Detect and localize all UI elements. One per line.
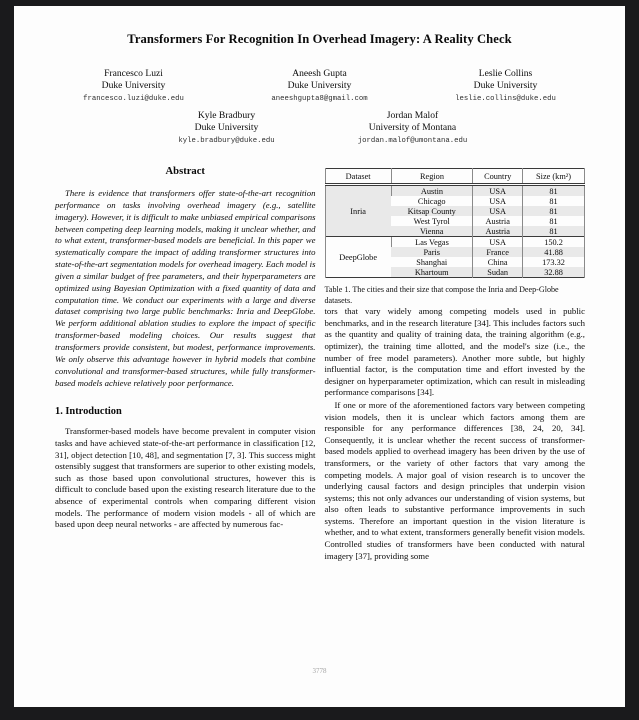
region-cell: Paris <box>423 247 441 257</box>
right-column <box>325 166 586 562</box>
author-affiliation: Duke University <box>473 80 538 91</box>
country-cell: USA <box>473 196 523 206</box>
col-header-size: Size (km²) <box>523 169 585 185</box>
region-cell: Chicago <box>417 196 446 206</box>
region-cell: Vienna <box>420 226 444 236</box>
author-name: Leslie Collins <box>478 68 533 79</box>
introduction-heading: 1. Introduction <box>55 406 122 418</box>
size-cell: 173.32 <box>523 257 585 267</box>
dataset-name-cell: DeepGlobe <box>325 237 391 278</box>
author-affiliation: University of Montana <box>368 122 457 133</box>
left-column <box>55 166 316 562</box>
right-paragraph-2: If one or more of the aforementioned factors vary between competing vision models, then it is unclear which factors among them are responsible for any performance differences [38, 24, 20, 34]. Consequently, it is unclear whether the recent success of transformer-based models applied to overhead imagery has been driven by the use of transformers, or the variety of other factors that vary among the competing models. A major goal of vision research is to uncover the underlying causal factors and design principles that underpin vision systems; this not only advances our understanding of vision systems, but also often leads to substantive performance improvements in such systems. Therefore an important question in the vision literature is whether, and to what extent, transformers generally benefit vision models. Controlled studies of transformers have been conducted with natural imagery [37], providing some <box>324 399 585 561</box>
dataset-name-cell: Inria <box>325 185 391 237</box>
region-cell: Las Vegas <box>391 237 473 248</box>
author-email: aneeshgupta8@gmail.com <box>271 95 368 103</box>
country-cell: China <box>473 257 523 267</box>
size-cell: 81 <box>523 196 585 206</box>
two-column-content <box>55 166 585 562</box>
col-header-dataset: Dataset <box>325 169 391 185</box>
author-email: kyle.bradbury@duke.edu <box>178 137 275 145</box>
author-name: Aneesh Gupta <box>292 68 347 79</box>
abstract-heading: Abstract <box>165 166 205 177</box>
author-block <box>41 68 227 103</box>
size-cell: 81 <box>523 216 585 226</box>
col-header-region: Region <box>391 169 473 185</box>
authors-row-2 <box>14 110 625 145</box>
author-affiliation: Duke University <box>287 80 352 91</box>
paper-page <box>14 6 625 707</box>
author-block <box>320 110 506 145</box>
author-block <box>227 68 413 103</box>
region-cell: Khartoum <box>414 267 449 277</box>
country-cell: Austria <box>473 226 523 237</box>
table-row <box>325 185 585 197</box>
country-cell: Austria <box>473 216 523 226</box>
table-caption: Table 1. The cities and their size that compose the Inria and Deep-Globe datasets. <box>324 285 559 305</box>
size-cell: 81 <box>523 226 585 237</box>
region-cell: Austin <box>391 185 473 197</box>
author-affiliation: Duke University <box>101 80 166 91</box>
author-block <box>413 68 599 103</box>
size-cell: 81 <box>523 185 585 197</box>
region-cell: Shanghai <box>416 257 448 267</box>
author-name: Francesco Luzi <box>104 68 163 79</box>
country-cell: France <box>473 247 523 257</box>
authors-row-1 <box>14 68 625 103</box>
datasets-table-body <box>325 185 585 278</box>
datasets-table <box>325 168 586 278</box>
paper-title: Transformers For Recognition In Overhead Imagery: A Reality Check <box>127 32 512 46</box>
introduction-paragraph: Transformer-based models have become prevalent in computer vision tasks and have achieved state-of-the-art performance in classification [12, 31], object detection [10, 48], and segmentation [7, 3]. This success might ostensibly suggest that transformers are superior to other existing models, such as those based upon convolutional structures, however this is difficult to conclude based upon the existing research literature due to the absence of experimental controls when comparing different vision models. The performance of modern vision models - all of which are based upon deep neural networks - are affected by numerous fac- <box>55 426 316 530</box>
author-name: Kyle Bradbury <box>197 110 256 121</box>
abstract-text: There is evidence that transformers offer state-of-the-art recognition performance on tasks involving overhead imagery (e.g., satellite imagery). However, it is difficult to make unbiased empirical comparisons between competing deep learning models, making it unclear whether, and to what extent, transformer-based models are beneficial. In this paper we systematically compare the impact of adding transformer structures into state-of-the-art segmentation models for overhead imagery. Each model is given a similar budget of free parameters, and their hyperparameters are optimized using Bayesian Optimization with a fixed quantity of data and computation time. We conduct our experiments with a large and diverse dataset comprising two large public benchmarks: Inria and DeepGlobe. We perform additional ablation studies to explore the impact of specific transformer-based modeling choices. Our results suggest that transformers provide consistent, but modest, performance improvements. We only observe this advantage however in hybrid models that combine convolutional and transformer-based structures, while fully transformer-based models achieve relatively poor performance. <box>55 188 316 388</box>
country-cell: USA <box>473 206 523 216</box>
page-number: 3778 <box>312 667 327 675</box>
author-name: Jordan Malof <box>386 110 439 121</box>
datasets-table-header <box>325 169 585 185</box>
region-cell: West Tyrol <box>413 216 450 226</box>
country-cell: USA <box>473 237 523 248</box>
country-cell: USA <box>473 185 523 197</box>
author-affiliation: Duke University <box>194 122 259 133</box>
size-cell: 81 <box>523 206 585 216</box>
size-cell: 150.2 <box>523 237 585 248</box>
author-email: jordan.malof@umontana.edu <box>357 137 468 145</box>
right-paragraph-1: tors that vary widely among competing models used in public benchmarks, and in the research literature [34]. This includes factors such as the quantity and quality of training data, the training algorithm (e.g., optimizer), the training time allotted, and the model's size (i.e., the number of free model parameters). Another more subtle, but highly influential factor, is the computation time and effort invested by the designer on hyperparameter optimization, which can result in misleading performance comparisons [34]. <box>324 306 585 398</box>
region-cell: Kitsap County <box>407 206 456 216</box>
table-row <box>325 237 585 248</box>
country-cell: Sudan <box>473 267 523 278</box>
author-email: francesco.luzi@duke.edu <box>83 95 184 103</box>
author-block <box>134 110 320 145</box>
size-cell: 32.88 <box>523 267 585 278</box>
size-cell: 41.88 <box>523 247 585 257</box>
author-email: leslie.collins@duke.edu <box>455 95 556 103</box>
col-header-country: Country <box>473 169 523 185</box>
